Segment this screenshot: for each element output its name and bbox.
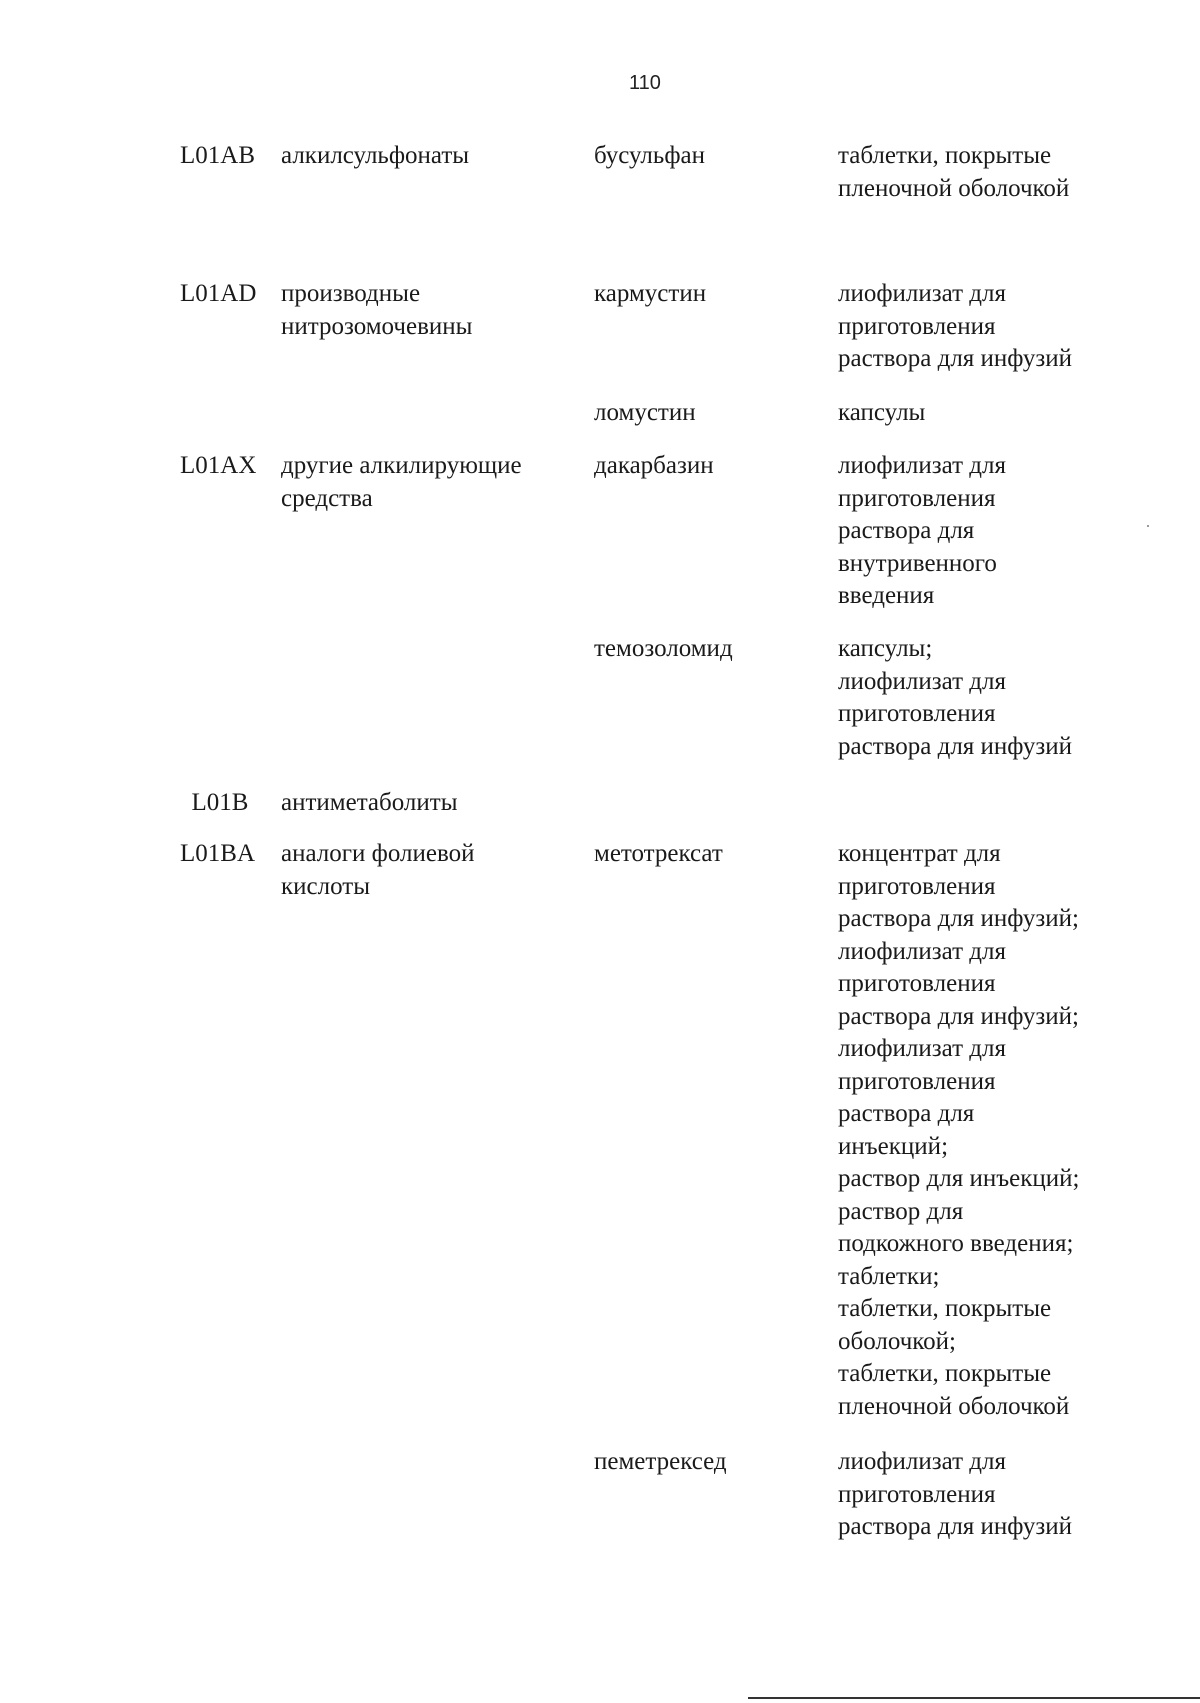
drug-name: бусульфан [594,142,705,169]
atc-group: другие алкилирующие средства [281,452,522,512]
atc-group: производные нитрозомочевины [281,280,473,340]
atc-group: антиметаболиты [281,789,458,816]
atc-code: L01AB [180,142,255,169]
dosage-form: лиофилизат для приготовления раствора для инфузий [838,280,1073,372]
dosage-form: концентрат для приготовления раствора для инфузий; лиофилизат для приготовления раствора для инфузий; лиофилизат для приготовления раствора для инъекций; раствор для инъекций; раствор для подкожного введения; таблетки; таблетки, покрытые оболочкой; таблетки, покрытые пленочной оболочкой [838,840,1080,1420]
atc-code: L01AX [180,452,257,479]
atc-code: L01AD [180,280,257,307]
drug-name: дакарбазин [594,452,714,479]
dosage-form: капсулы; лиофилизат для приготовления раствора для инфузий [838,635,1073,760]
atc-code: L01B [191,789,249,816]
drug-name: кармустин [594,280,707,307]
dosage-form: лиофилизат для приготовления раствора для внутривенного введения [838,452,1006,609]
drug-name: метотрексат [594,840,723,867]
scan-speck [1147,525,1149,527]
atc-code: L01BA [180,840,255,867]
dosage-form: таблетки, покрытые пленочной оболочкой [838,142,1070,202]
drug-name: темозоломид [594,635,733,662]
page-number: 110 [629,72,661,94]
atc-group: алкилсульфонаты [281,142,470,169]
drug-name: пеметрексед [594,1448,727,1475]
atc-group: аналоги фолиевой кислоты [281,840,475,900]
footer-rule [748,1697,1200,1699]
dosage-form: лиофилизат для приготовления раствора для инфузий [838,1448,1073,1540]
drug-name: ломустин [594,399,696,426]
dosage-form: капсулы [838,399,926,426]
